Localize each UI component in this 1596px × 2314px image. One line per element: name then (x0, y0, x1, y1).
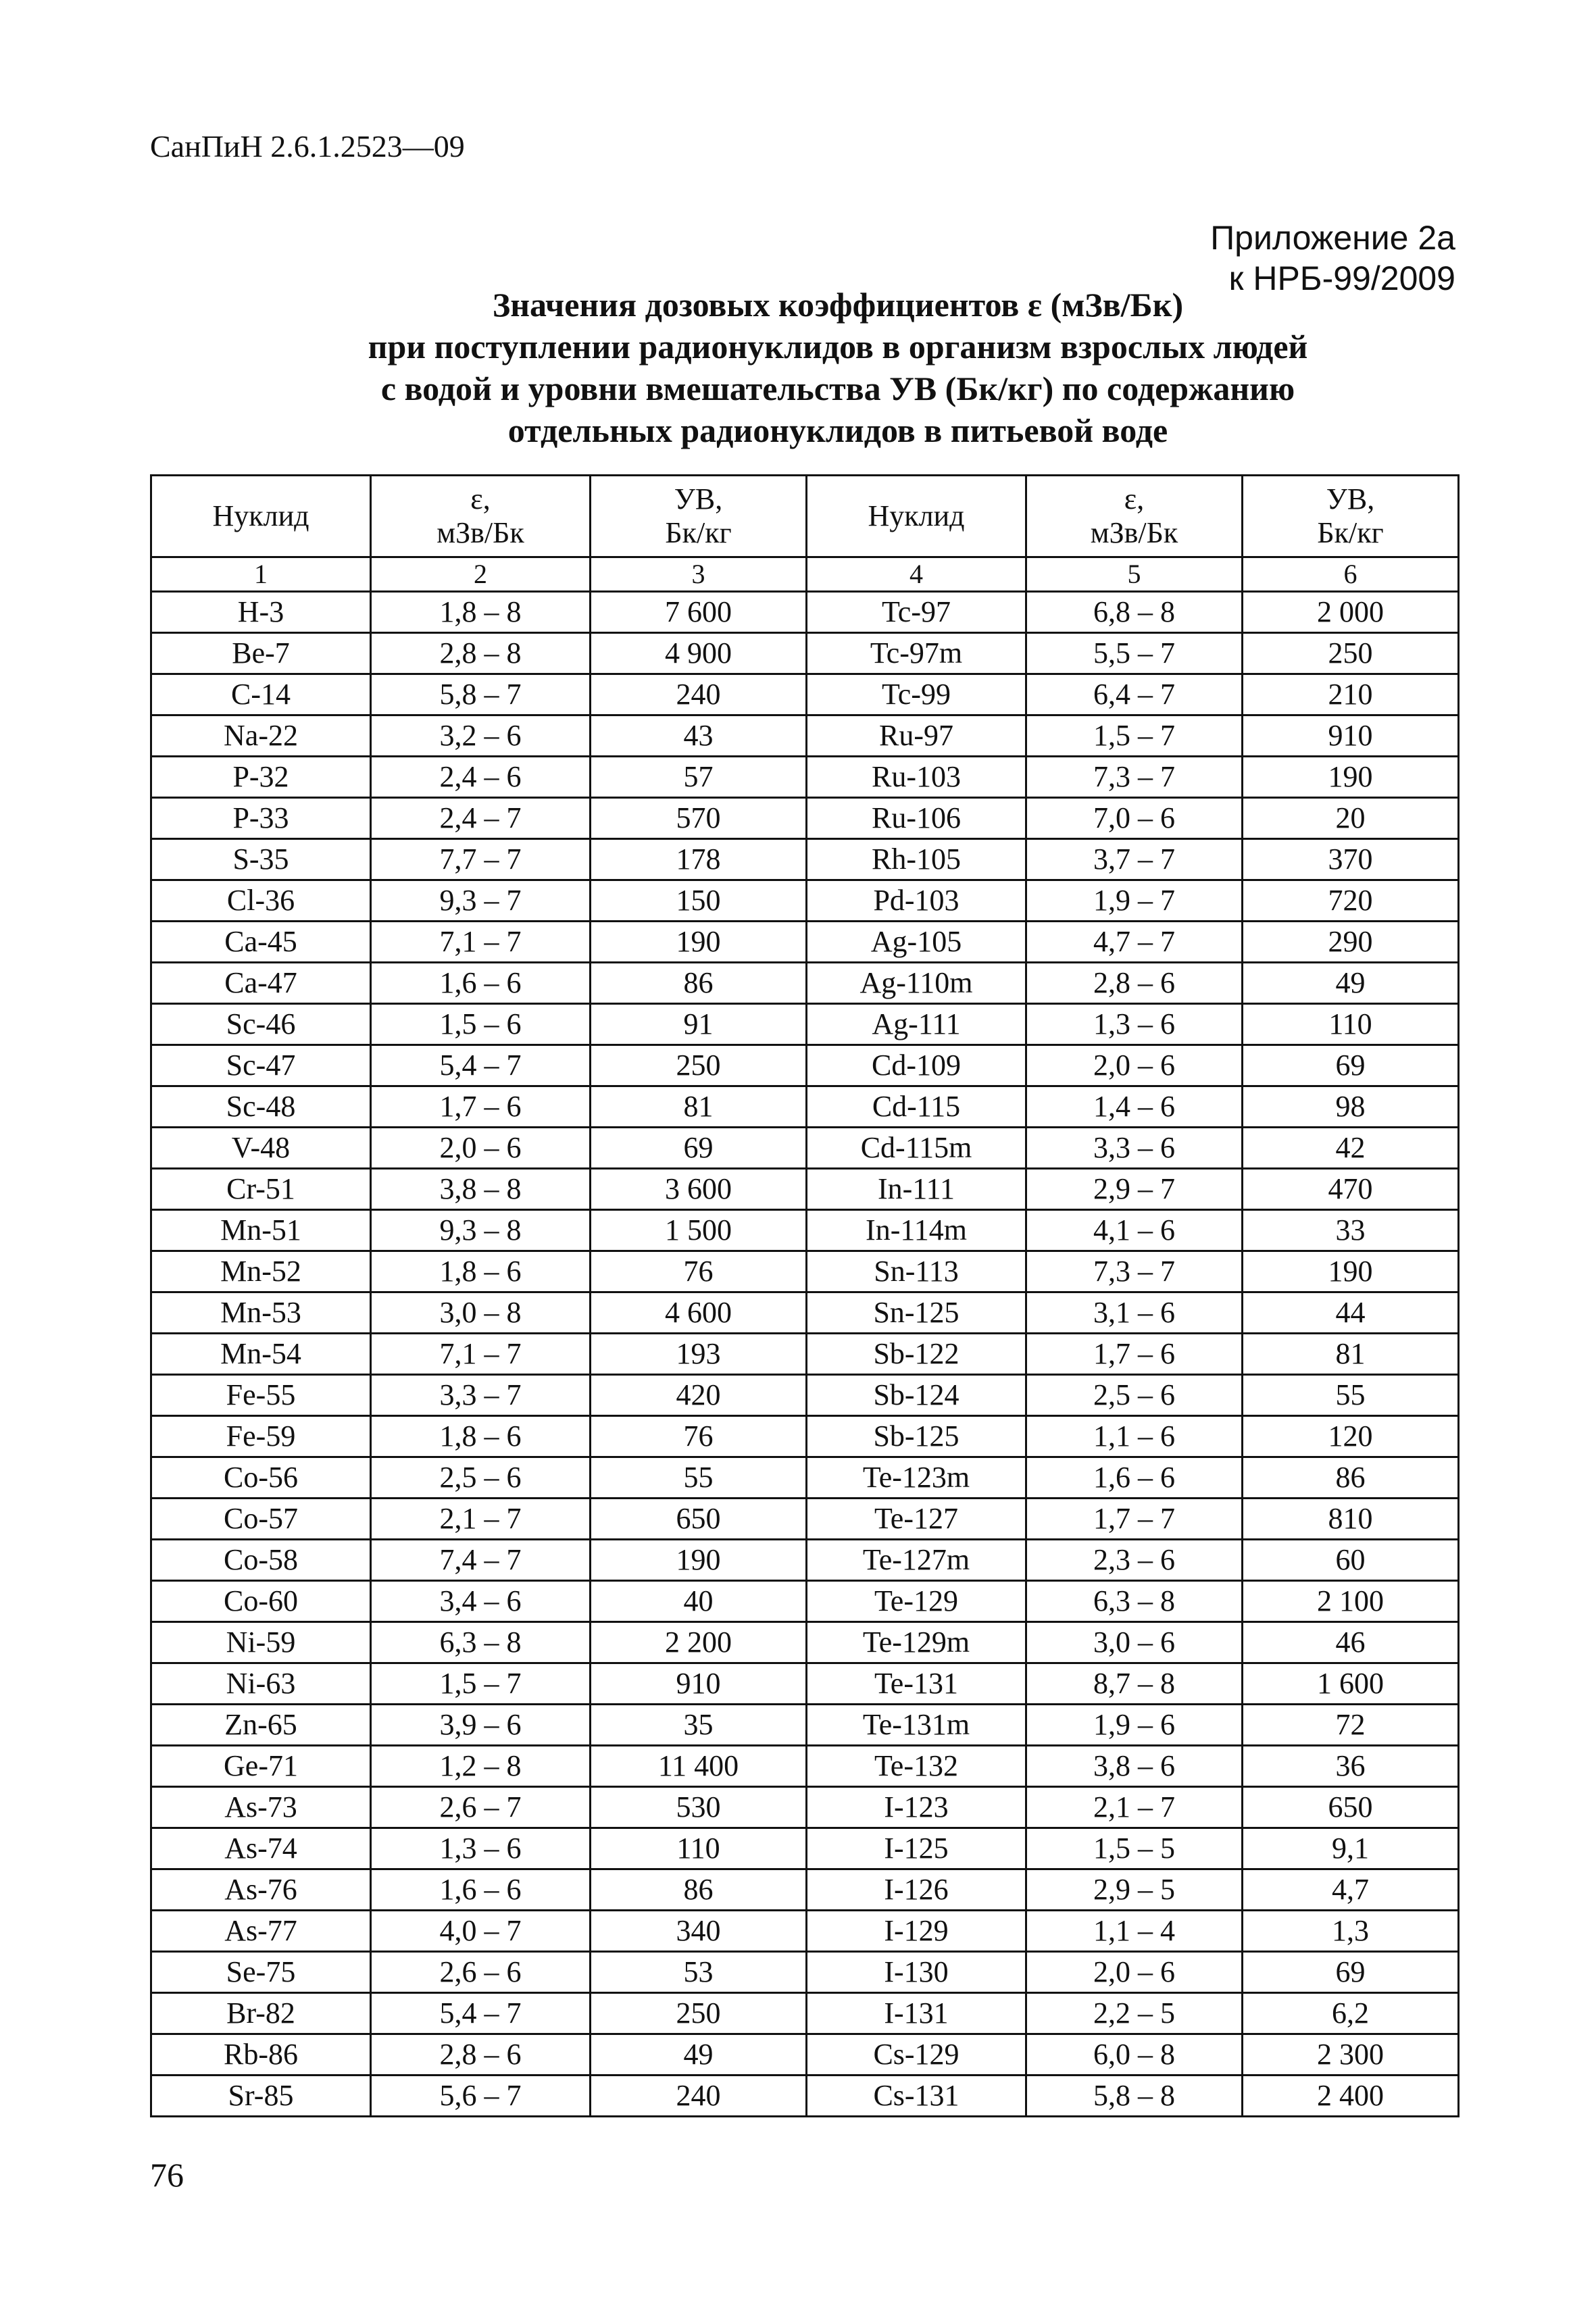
uv-cell: 340 (591, 1911, 807, 1952)
uv-cell: 42 (1243, 1128, 1459, 1169)
uv-cell: 150 (591, 880, 807, 922)
epsilon-cell: 3,4 – 6 (371, 1581, 591, 1622)
nuclide-cell: Cs-129 (807, 2034, 1026, 2076)
radionuclide-table-container (150, 474, 1457, 2117)
epsilon-cell: 2,2 – 5 (1026, 1993, 1243, 2034)
uv-cell: 178 (591, 839, 807, 880)
nuclide-cell: I-129 (807, 1911, 1026, 1952)
uv-cell: 530 (591, 1787, 807, 1828)
uv-cell: 44 (1243, 1292, 1459, 1334)
header-uv (591, 476, 807, 557)
uv-cell: 76 (591, 1251, 807, 1292)
uv-cell: 86 (591, 963, 807, 1004)
table-row (151, 1952, 1459, 1993)
nuclide-cell: Co-57 (151, 1499, 371, 1540)
radionuclide-table (150, 474, 1460, 2117)
uv-cell: 4 600 (591, 1292, 807, 1334)
uv-cell: 11 400 (591, 1746, 807, 1787)
epsilon-cell: 3,3 – 7 (371, 1375, 591, 1416)
epsilon-cell: 1,6 – 6 (371, 963, 591, 1004)
column-number-row (151, 557, 1459, 592)
epsilon-cell: 1,7 – 6 (1026, 1334, 1243, 1375)
table-row (151, 757, 1459, 798)
nuclide-cell: Be-7 (151, 633, 371, 674)
nuclide-cell: Ag-105 (807, 922, 1026, 963)
nuclide-cell: Te-123m (807, 1457, 1026, 1499)
nuclide-cell: Sc-48 (151, 1086, 371, 1128)
uv-cell: 1 500 (591, 1210, 807, 1251)
epsilon-cell: 1,8 – 6 (371, 1251, 591, 1292)
epsilon-cell: 1,5 – 6 (371, 1004, 591, 1045)
epsilon-cell: 9,3 – 7 (371, 880, 591, 922)
table-row (151, 633, 1459, 674)
epsilon-cell: 2,1 – 7 (1026, 1787, 1243, 1828)
header-text: мЗв/Бк (437, 516, 524, 549)
table-row (151, 1499, 1459, 1540)
epsilon-cell: 2,5 – 6 (371, 1457, 591, 1499)
nuclide-cell: V-48 (151, 1128, 371, 1169)
table-row (151, 1045, 1459, 1086)
epsilon-cell: 6,3 – 8 (371, 1622, 591, 1663)
table-row (151, 1869, 1459, 1911)
nuclide-cell: S-35 (151, 839, 371, 880)
table-row (151, 1004, 1459, 1045)
uv-cell: 7 600 (591, 592, 807, 633)
epsilon-cell: 1,8 – 6 (371, 1416, 591, 1457)
nuclide-cell: In-114m (807, 1210, 1026, 1251)
uv-cell: 240 (591, 674, 807, 715)
uv-cell: 40 (591, 1581, 807, 1622)
uv-cell: 9,1 (1243, 1828, 1459, 1869)
header-nuclide (151, 476, 371, 557)
nuclide-cell: I-130 (807, 1952, 1026, 1993)
epsilon-cell: 2,5 – 6 (1026, 1375, 1243, 1416)
epsilon-cell: 3,2 – 6 (371, 715, 591, 757)
epsilon-cell: 1,1 – 4 (1026, 1911, 1243, 1952)
nuclide-cell: Te-132 (807, 1746, 1026, 1787)
nuclide-cell: Mn-51 (151, 1210, 371, 1251)
table-row (151, 715, 1459, 757)
epsilon-cell: 7,4 – 7 (371, 1540, 591, 1581)
uv-cell: 2 100 (1243, 1581, 1459, 1622)
epsilon-cell: 2,6 – 6 (371, 1952, 591, 1993)
table-row (151, 798, 1459, 839)
epsilon-cell: 1,2 – 8 (371, 1746, 591, 1787)
title-line: при поступлении радионуклидов в организм взрослых людей (368, 328, 1308, 366)
nuclide-cell: Te-129m (807, 1622, 1026, 1663)
uv-cell: 240 (591, 2076, 807, 2117)
table-row (151, 1169, 1459, 1210)
epsilon-cell: 2,8 – 6 (371, 2034, 591, 2076)
nuclide-cell: Cd-109 (807, 1045, 1026, 1086)
nuclide-cell: Fe-55 (151, 1375, 371, 1416)
epsilon-cell: 7,3 – 7 (1026, 1251, 1243, 1292)
epsilon-cell: 2,3 – 6 (1026, 1540, 1243, 1581)
epsilon-cell: 2,6 – 7 (371, 1787, 591, 1828)
table-row (151, 963, 1459, 1004)
uv-cell: 98 (1243, 1086, 1459, 1128)
epsilon-cell: 1,1 – 6 (1026, 1416, 1243, 1457)
table-row (151, 1828, 1459, 1869)
nuclide-cell: P-33 (151, 798, 371, 839)
column-number: 2 (371, 557, 591, 592)
nuclide-cell: Co-60 (151, 1581, 371, 1622)
table-row (151, 1375, 1459, 1416)
nuclide-cell: Sc-47 (151, 1045, 371, 1086)
nuclide-cell: Ru-103 (807, 757, 1026, 798)
epsilon-cell: 5,4 – 7 (371, 1993, 591, 2034)
uv-cell: 36 (1243, 1746, 1459, 1787)
uv-cell: 4,7 (1243, 1869, 1459, 1911)
uv-cell: 69 (1243, 1045, 1459, 1086)
epsilon-cell: 5,4 – 7 (371, 1045, 591, 1086)
nuclide-cell: Sb-125 (807, 1416, 1026, 1457)
epsilon-cell: 6,0 – 8 (1026, 2034, 1243, 2076)
title-line: с водой и уровни вмешательства УВ (Бк/кг) по содержанию (380, 370, 1295, 407)
epsilon-cell: 7,1 – 7 (371, 1334, 591, 1375)
nuclide-cell: Te-131 (807, 1663, 1026, 1705)
uv-cell: 60 (1243, 1540, 1459, 1581)
table-row (151, 1622, 1459, 1663)
page-number: 76 (150, 2156, 184, 2194)
nuclide-cell: As-76 (151, 1869, 371, 1911)
epsilon-cell: 1,9 – 6 (1026, 1705, 1243, 1746)
epsilon-cell: 3,7 – 7 (1026, 839, 1243, 880)
nuclide-cell: Te-131m (807, 1705, 1026, 1746)
uv-cell: 720 (1243, 880, 1459, 922)
epsilon-cell: 2,4 – 6 (371, 757, 591, 798)
nuclide-cell: As-77 (151, 1911, 371, 1952)
epsilon-cell: 3,9 – 6 (371, 1705, 591, 1746)
nuclide-cell: Pd-103 (807, 880, 1026, 922)
nuclide-cell: Ca-47 (151, 963, 371, 1004)
epsilon-cell: 4,7 – 7 (1026, 922, 1243, 963)
epsilon-cell: 5,8 – 7 (371, 674, 591, 715)
uv-cell: 190 (1243, 1251, 1459, 1292)
table-row (151, 1334, 1459, 1375)
column-number: 6 (1243, 557, 1459, 592)
epsilon-cell: 1,3 – 6 (1026, 1004, 1243, 1045)
epsilon-cell: 2,9 – 5 (1026, 1869, 1243, 1911)
nuclide-cell: Te-129 (807, 1581, 1026, 1622)
epsilon-cell: 1,3 – 6 (371, 1828, 591, 1869)
header-epsilon (1026, 476, 1243, 557)
uv-cell: 33 (1243, 1210, 1459, 1251)
uv-cell: 250 (591, 1045, 807, 1086)
uv-cell: 2 400 (1243, 2076, 1459, 2117)
nuclide-cell: Fe-59 (151, 1416, 371, 1457)
header-text: Нуклид (212, 499, 309, 532)
epsilon-cell: 1,6 – 6 (1026, 1457, 1243, 1499)
nuclide-cell: I-126 (807, 1869, 1026, 1911)
uv-cell: 650 (591, 1499, 807, 1540)
header-text: Бк/кг (1317, 516, 1384, 549)
nuclide-cell: As-73 (151, 1787, 371, 1828)
uv-cell: 43 (591, 715, 807, 757)
uv-cell: 20 (1243, 798, 1459, 839)
uv-cell: 2 200 (591, 1622, 807, 1663)
epsilon-cell: 1,5 – 7 (371, 1663, 591, 1705)
uv-cell: 810 (1243, 1499, 1459, 1540)
epsilon-cell: 1,4 – 6 (1026, 1086, 1243, 1128)
column-number: 5 (1026, 557, 1243, 592)
nuclide-cell: P-32 (151, 757, 371, 798)
nuclide-cell: Ru-106 (807, 798, 1026, 839)
title-line: отдельных радионуклидов в питьевой воде (507, 411, 1168, 449)
header-text: ε, (470, 482, 491, 515)
epsilon-cell: 6,4 – 7 (1026, 674, 1243, 715)
appendix-line-1: Приложение 2а (1210, 219, 1455, 257)
nuclide-cell: Ni-63 (151, 1663, 371, 1705)
table-row (151, 1663, 1459, 1705)
nuclide-cell: Se-75 (151, 1952, 371, 1993)
nuclide-cell: Tc-99 (807, 674, 1026, 715)
uv-cell: 210 (1243, 674, 1459, 715)
epsilon-cell: 7,3 – 7 (1026, 757, 1243, 798)
nuclide-cell: Cd-115m (807, 1128, 1026, 1169)
nuclide-cell: Tc-97m (807, 633, 1026, 674)
uv-cell: 250 (1243, 633, 1459, 674)
document-code: СанПиН 2.6.1.2523—09 (150, 129, 465, 164)
epsilon-cell: 2,9 – 7 (1026, 1169, 1243, 1210)
nuclide-cell: In-111 (807, 1169, 1026, 1210)
uv-cell: 69 (591, 1128, 807, 1169)
uv-cell: 91 (591, 1004, 807, 1045)
uv-cell: 193 (591, 1334, 807, 1375)
nuclide-cell: I-125 (807, 1828, 1026, 1869)
header-text: УВ, (674, 482, 723, 515)
uv-cell: 290 (1243, 922, 1459, 963)
epsilon-cell: 1,8 – 8 (371, 592, 591, 633)
nuclide-cell: Ag-111 (807, 1004, 1026, 1045)
table-row (151, 2034, 1459, 2076)
uv-cell: 1,3 (1243, 1911, 1459, 1952)
uv-cell: 570 (591, 798, 807, 839)
uv-cell: 49 (591, 2034, 807, 2076)
table-row (151, 922, 1459, 963)
header-text: ε, (1124, 482, 1145, 515)
epsilon-cell: 1,9 – 7 (1026, 880, 1243, 922)
table-row (151, 1581, 1459, 1622)
uv-cell: 46 (1243, 1622, 1459, 1663)
epsilon-cell: 6,8 – 8 (1026, 592, 1243, 633)
uv-cell: 420 (591, 1375, 807, 1416)
nuclide-cell: C-14 (151, 674, 371, 715)
epsilon-cell: 1,5 – 5 (1026, 1828, 1243, 1869)
nuclide-cell: Ge-71 (151, 1746, 371, 1787)
table-row (151, 1540, 1459, 1581)
header-uv (1243, 476, 1459, 557)
epsilon-cell: 2,8 – 6 (1026, 963, 1243, 1004)
table-row (151, 1128, 1459, 1169)
table-row (151, 839, 1459, 880)
epsilon-cell: 2,1 – 7 (371, 1499, 591, 1540)
column-number: 1 (151, 557, 371, 592)
nuclide-cell: H-3 (151, 592, 371, 633)
nuclide-cell: Cs-131 (807, 2076, 1026, 2117)
nuclide-cell: Tc-97 (807, 592, 1026, 633)
nuclide-cell: Na-22 (151, 715, 371, 757)
epsilon-cell: 3,0 – 8 (371, 1292, 591, 1334)
uv-cell: 190 (1243, 757, 1459, 798)
uv-cell: 57 (591, 757, 807, 798)
table-row (151, 1746, 1459, 1787)
uv-cell: 55 (1243, 1375, 1459, 1416)
epsilon-cell: 2,8 – 8 (371, 633, 591, 674)
nuclide-cell: Cd-115 (807, 1086, 1026, 1128)
epsilon-cell: 1,6 – 6 (371, 1869, 591, 1911)
table-row (151, 1911, 1459, 1952)
table-body (151, 592, 1459, 2117)
uv-cell: 2 000 (1243, 592, 1459, 633)
nuclide-cell: I-131 (807, 1993, 1026, 2034)
epsilon-cell: 4,0 – 7 (371, 1911, 591, 1952)
table-row (151, 1993, 1459, 2034)
nuclide-cell: Co-56 (151, 1457, 371, 1499)
nuclide-cell: Te-127 (807, 1499, 1026, 1540)
nuclide-cell: Cr-51 (151, 1169, 371, 1210)
uv-cell: 49 (1243, 963, 1459, 1004)
uv-cell: 190 (591, 922, 807, 963)
nuclide-cell: Ni-59 (151, 1622, 371, 1663)
table-row (151, 1416, 1459, 1457)
nuclide-cell: Sn-125 (807, 1292, 1026, 1334)
table-row (151, 1457, 1459, 1499)
uv-cell: 81 (1243, 1334, 1459, 1375)
epsilon-cell: 2,0 – 6 (1026, 1045, 1243, 1086)
table-row (151, 1787, 1459, 1828)
uv-cell: 250 (591, 1993, 807, 2034)
header-epsilon (371, 476, 591, 557)
uv-cell: 53 (591, 1952, 807, 1993)
epsilon-cell: 4,1 – 6 (1026, 1210, 1243, 1251)
epsilon-cell: 9,3 – 8 (371, 1210, 591, 1251)
uv-cell: 72 (1243, 1705, 1459, 1746)
table-row (151, 592, 1459, 633)
nuclide-cell: Sr-85 (151, 2076, 371, 2117)
uv-cell: 910 (591, 1663, 807, 1705)
epsilon-cell: 3,1 – 6 (1026, 1292, 1243, 1334)
epsilon-cell: 1,5 – 7 (1026, 715, 1243, 757)
nuclide-cell: Zn-65 (151, 1705, 371, 1746)
nuclide-cell: I-123 (807, 1787, 1026, 1828)
uv-cell: 190 (591, 1540, 807, 1581)
uv-cell: 86 (1243, 1457, 1459, 1499)
nuclide-cell: Sb-122 (807, 1334, 1026, 1375)
epsilon-cell: 7,7 – 7 (371, 839, 591, 880)
epsilon-cell: 5,6 – 7 (371, 2076, 591, 2117)
nuclide-cell: Sb-124 (807, 1375, 1026, 1416)
epsilon-cell: 2,0 – 6 (1026, 1952, 1243, 1993)
table-row (151, 674, 1459, 715)
epsilon-cell: 3,3 – 6 (1026, 1128, 1243, 1169)
epsilon-cell: 7,1 – 7 (371, 922, 591, 963)
table-row (151, 1292, 1459, 1334)
nuclide-cell: Mn-54 (151, 1334, 371, 1375)
table-row (151, 1251, 1459, 1292)
table-row (151, 2076, 1459, 2117)
nuclide-cell: Ca-45 (151, 922, 371, 963)
epsilon-cell: 2,4 – 7 (371, 798, 591, 839)
uv-cell: 35 (591, 1705, 807, 1746)
epsilon-cell: 2,0 – 6 (371, 1128, 591, 1169)
uv-cell: 2 300 (1243, 2034, 1459, 2076)
uv-cell: 86 (591, 1869, 807, 1911)
nuclide-cell: Br-82 (151, 1993, 371, 2034)
header-text: мЗв/Бк (1090, 516, 1178, 549)
nuclide-cell: Ru-97 (807, 715, 1026, 757)
uv-cell: 69 (1243, 1952, 1459, 1993)
nuclide-cell: Co-58 (151, 1540, 371, 1581)
uv-cell: 650 (1243, 1787, 1459, 1828)
table-row (151, 1210, 1459, 1251)
uv-cell: 110 (591, 1828, 807, 1869)
nuclide-cell: As-74 (151, 1828, 371, 1869)
nuclide-cell: Te-127m (807, 1540, 1026, 1581)
uv-cell: 55 (591, 1457, 807, 1499)
table-title (257, 284, 1419, 451)
uv-cell: 120 (1243, 1416, 1459, 1457)
epsilon-cell: 3,8 – 8 (371, 1169, 591, 1210)
epsilon-cell: 1,7 – 7 (1026, 1499, 1243, 1540)
header-row (151, 476, 1459, 557)
nuclide-cell: Rh-105 (807, 839, 1026, 880)
uv-cell: 470 (1243, 1169, 1459, 1210)
nuclide-cell: Sc-46 (151, 1004, 371, 1045)
nuclide-cell: Rb-86 (151, 2034, 371, 2076)
table-row (151, 1086, 1459, 1128)
appendix-line-2: к НРБ-99/2009 (1228, 259, 1455, 297)
epsilon-cell: 3,0 – 6 (1026, 1622, 1243, 1663)
epsilon-cell: 5,5 – 7 (1026, 633, 1243, 674)
uv-cell: 4 900 (591, 633, 807, 674)
header-text: Бк/кг (665, 516, 732, 549)
epsilon-cell: 1,7 – 6 (371, 1086, 591, 1128)
uv-cell: 910 (1243, 715, 1459, 757)
epsilon-cell: 7,0 – 6 (1026, 798, 1243, 839)
uv-cell: 76 (591, 1416, 807, 1457)
uv-cell: 6,2 (1243, 1993, 1459, 2034)
nuclide-cell: Ag-110m (807, 963, 1026, 1004)
header-text: Нуклид (868, 499, 965, 532)
column-number: 3 (591, 557, 807, 592)
epsilon-cell: 8,7 – 8 (1026, 1663, 1243, 1705)
epsilon-cell: 3,8 – 6 (1026, 1746, 1243, 1787)
uv-cell: 370 (1243, 839, 1459, 880)
header-nuclide (807, 476, 1026, 557)
nuclide-cell: Mn-53 (151, 1292, 371, 1334)
nuclide-cell: Mn-52 (151, 1251, 371, 1292)
title-line: Значения дозовых коэффициентов ε (мЗв/Бк) (492, 286, 1184, 324)
nuclide-cell: Sn-113 (807, 1251, 1026, 1292)
uv-cell: 3 600 (591, 1169, 807, 1210)
table-row (151, 880, 1459, 922)
uv-cell: 110 (1243, 1004, 1459, 1045)
table-row (151, 1705, 1459, 1746)
column-number: 4 (807, 557, 1026, 592)
nuclide-cell: Cl-36 (151, 880, 371, 922)
uv-cell: 81 (591, 1086, 807, 1128)
epsilon-cell: 5,8 – 8 (1026, 2076, 1243, 2117)
header-text: УВ, (1326, 482, 1375, 515)
uv-cell: 1 600 (1243, 1663, 1459, 1705)
epsilon-cell: 6,3 – 8 (1026, 1581, 1243, 1622)
